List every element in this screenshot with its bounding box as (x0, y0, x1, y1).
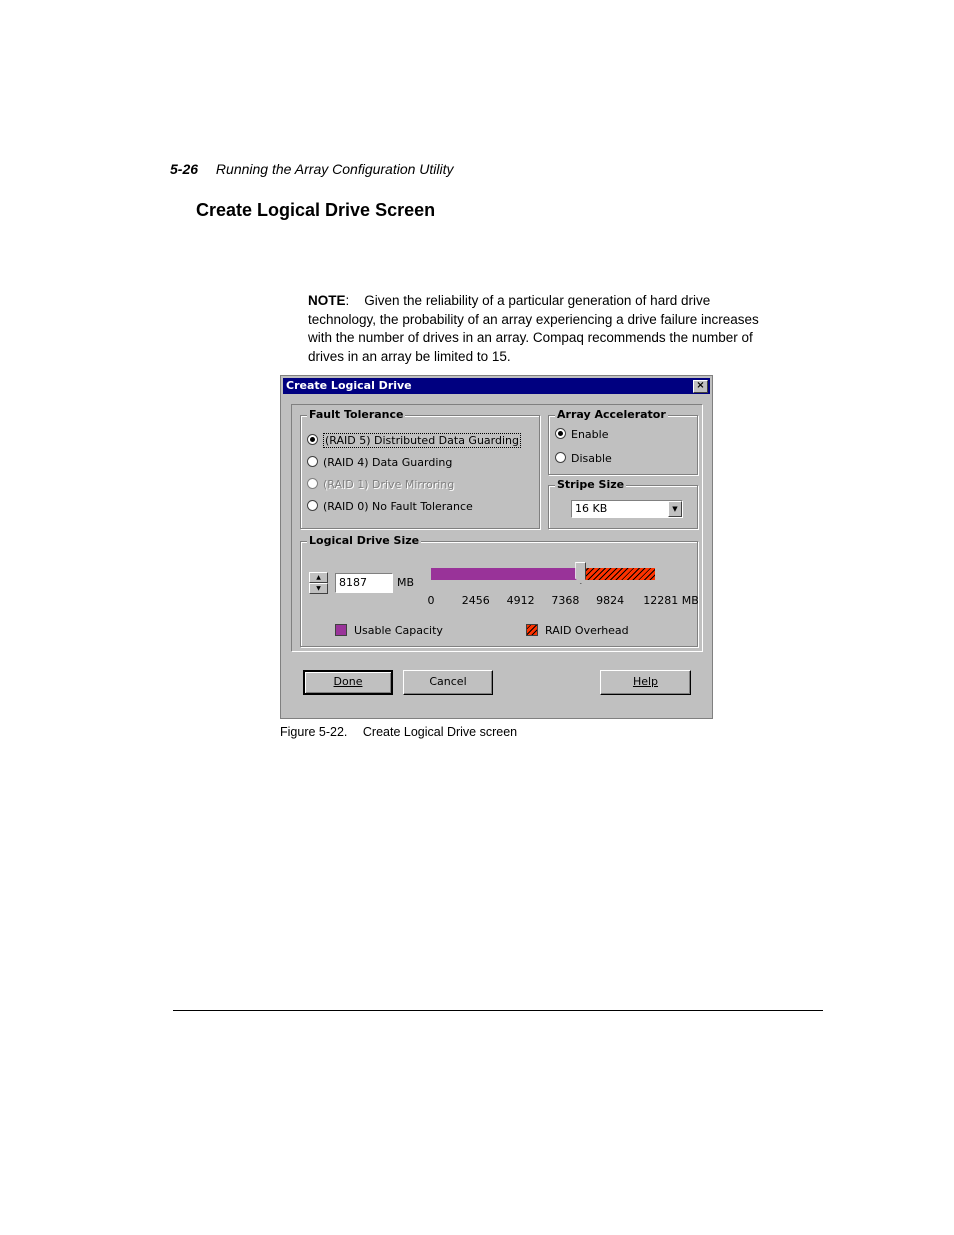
array-accelerator-title: Array Accelerator (557, 408, 666, 421)
raid-overhead-segment (580, 568, 655, 580)
radio-raid4-label: (RAID 4) Data Guarding (323, 456, 453, 469)
radio-raid5-label: (RAID 5) Distributed Data Guarding (325, 434, 519, 447)
radio-disable-label: Disable (571, 452, 612, 465)
scale-tick-label: 0 (427, 594, 435, 607)
radio-disable[interactable] (555, 452, 612, 465)
radio-raid5[interactable] (307, 434, 521, 447)
spin-down-icon[interactable]: ▼ (309, 583, 328, 594)
chevron-down-icon[interactable]: ▼ (668, 501, 682, 517)
radio-icon (555, 452, 566, 463)
usable-capacity-legend: Usable Capacity (354, 624, 443, 637)
help-button[interactable] (600, 670, 691, 695)
radio-icon (307, 456, 318, 467)
fault-tolerance-title: Fault Tolerance (309, 408, 404, 421)
page-number: 5-26 (170, 161, 199, 177)
radio-icon (307, 500, 318, 511)
usable-capacity-swatch (335, 624, 347, 636)
scale-tick-label: 9824 (596, 594, 625, 607)
stripe-size-value: 16 KB (575, 502, 608, 515)
radio-enable-label: Enable (571, 428, 609, 441)
scale-tick-label: 4912 (506, 594, 535, 607)
radio-raid1 (307, 478, 454, 491)
radio-raid0[interactable] (307, 500, 473, 513)
close-icon[interactable]: × (693, 380, 708, 393)
scale-tick-label: 2456 (461, 594, 490, 607)
stripe-size-group (548, 478, 698, 529)
figure-caption (280, 725, 517, 739)
scale-tick-label: 7368 (551, 594, 580, 607)
size-input-value: 8187 (339, 576, 367, 589)
cancel-button-label: Cancel (429, 675, 467, 688)
radio-raid0-label: (RAID 0) No Fault Tolerance (323, 500, 473, 513)
section-title: Create Logical Drive Screen (196, 200, 436, 220)
help-button-label: Help (632, 675, 659, 688)
raid-overhead-legend: RAID Overhead (545, 624, 629, 637)
radio-enable[interactable] (555, 428, 608, 441)
running-title: Running the Array Configuration Utility (215, 161, 454, 177)
radio-raid1-label: (RAID 1) Drive Mirroring (323, 478, 455, 491)
radio-selected-icon (555, 428, 566, 439)
note-label: NOTE (308, 293, 346, 308)
raid-overhead-swatch (526, 624, 538, 636)
size-unit: MB (397, 576, 415, 589)
scale-tick-label: 12281 MB (643, 594, 699, 607)
size-spinner[interactable] (309, 572, 328, 594)
radio-icon (307, 478, 318, 489)
settings-panel (291, 404, 703, 652)
size-slider-thumb[interactable] (575, 562, 586, 584)
done-button-label: Done (333, 675, 363, 688)
array-accelerator-group (548, 408, 698, 475)
note-text: Given the reliability of a particular generation of hard drive technology, the probability of an array experiencing a drive failure increases with the number of drives in an array. Compaq recommends the number of drives in an array be limited to 15. (308, 293, 759, 364)
cancel-button[interactable] (403, 670, 493, 695)
figure-number: Figure 5-22. (280, 725, 348, 739)
logical-drive-size-title: Logical Drive Size (309, 534, 420, 547)
radio-raid4[interactable] (307, 456, 452, 469)
page-header (170, 161, 454, 177)
size-input[interactable] (335, 573, 393, 593)
logical-drive-size-group (300, 534, 699, 647)
done-button[interactable] (303, 670, 393, 695)
figure-caption-text: Create Logical Drive screen (362, 725, 518, 739)
capacity-bar (431, 568, 655, 580)
note: NOTE: Given the reliability of a particular generation of hard drive technology, the probability of an array experiencing a drive failure increases with the number of drives in an array. Compaq recommends the number of drives in an array be limited to 15. (308, 293, 759, 364)
dialog-titlebar (283, 378, 710, 394)
dialog-title: Create Logical Drive (286, 379, 412, 392)
fault-tolerance-group (300, 408, 540, 529)
create-logical-drive-dialog (280, 375, 713, 719)
footer-rule (173, 1010, 823, 1011)
usable-capacity-segment (431, 568, 580, 580)
radio-selected-icon (307, 434, 318, 445)
stripe-size-select[interactable] (571, 500, 683, 518)
stripe-size-title: Stripe Size (557, 478, 625, 491)
spin-up-icon[interactable]: ▲ (309, 572, 328, 583)
